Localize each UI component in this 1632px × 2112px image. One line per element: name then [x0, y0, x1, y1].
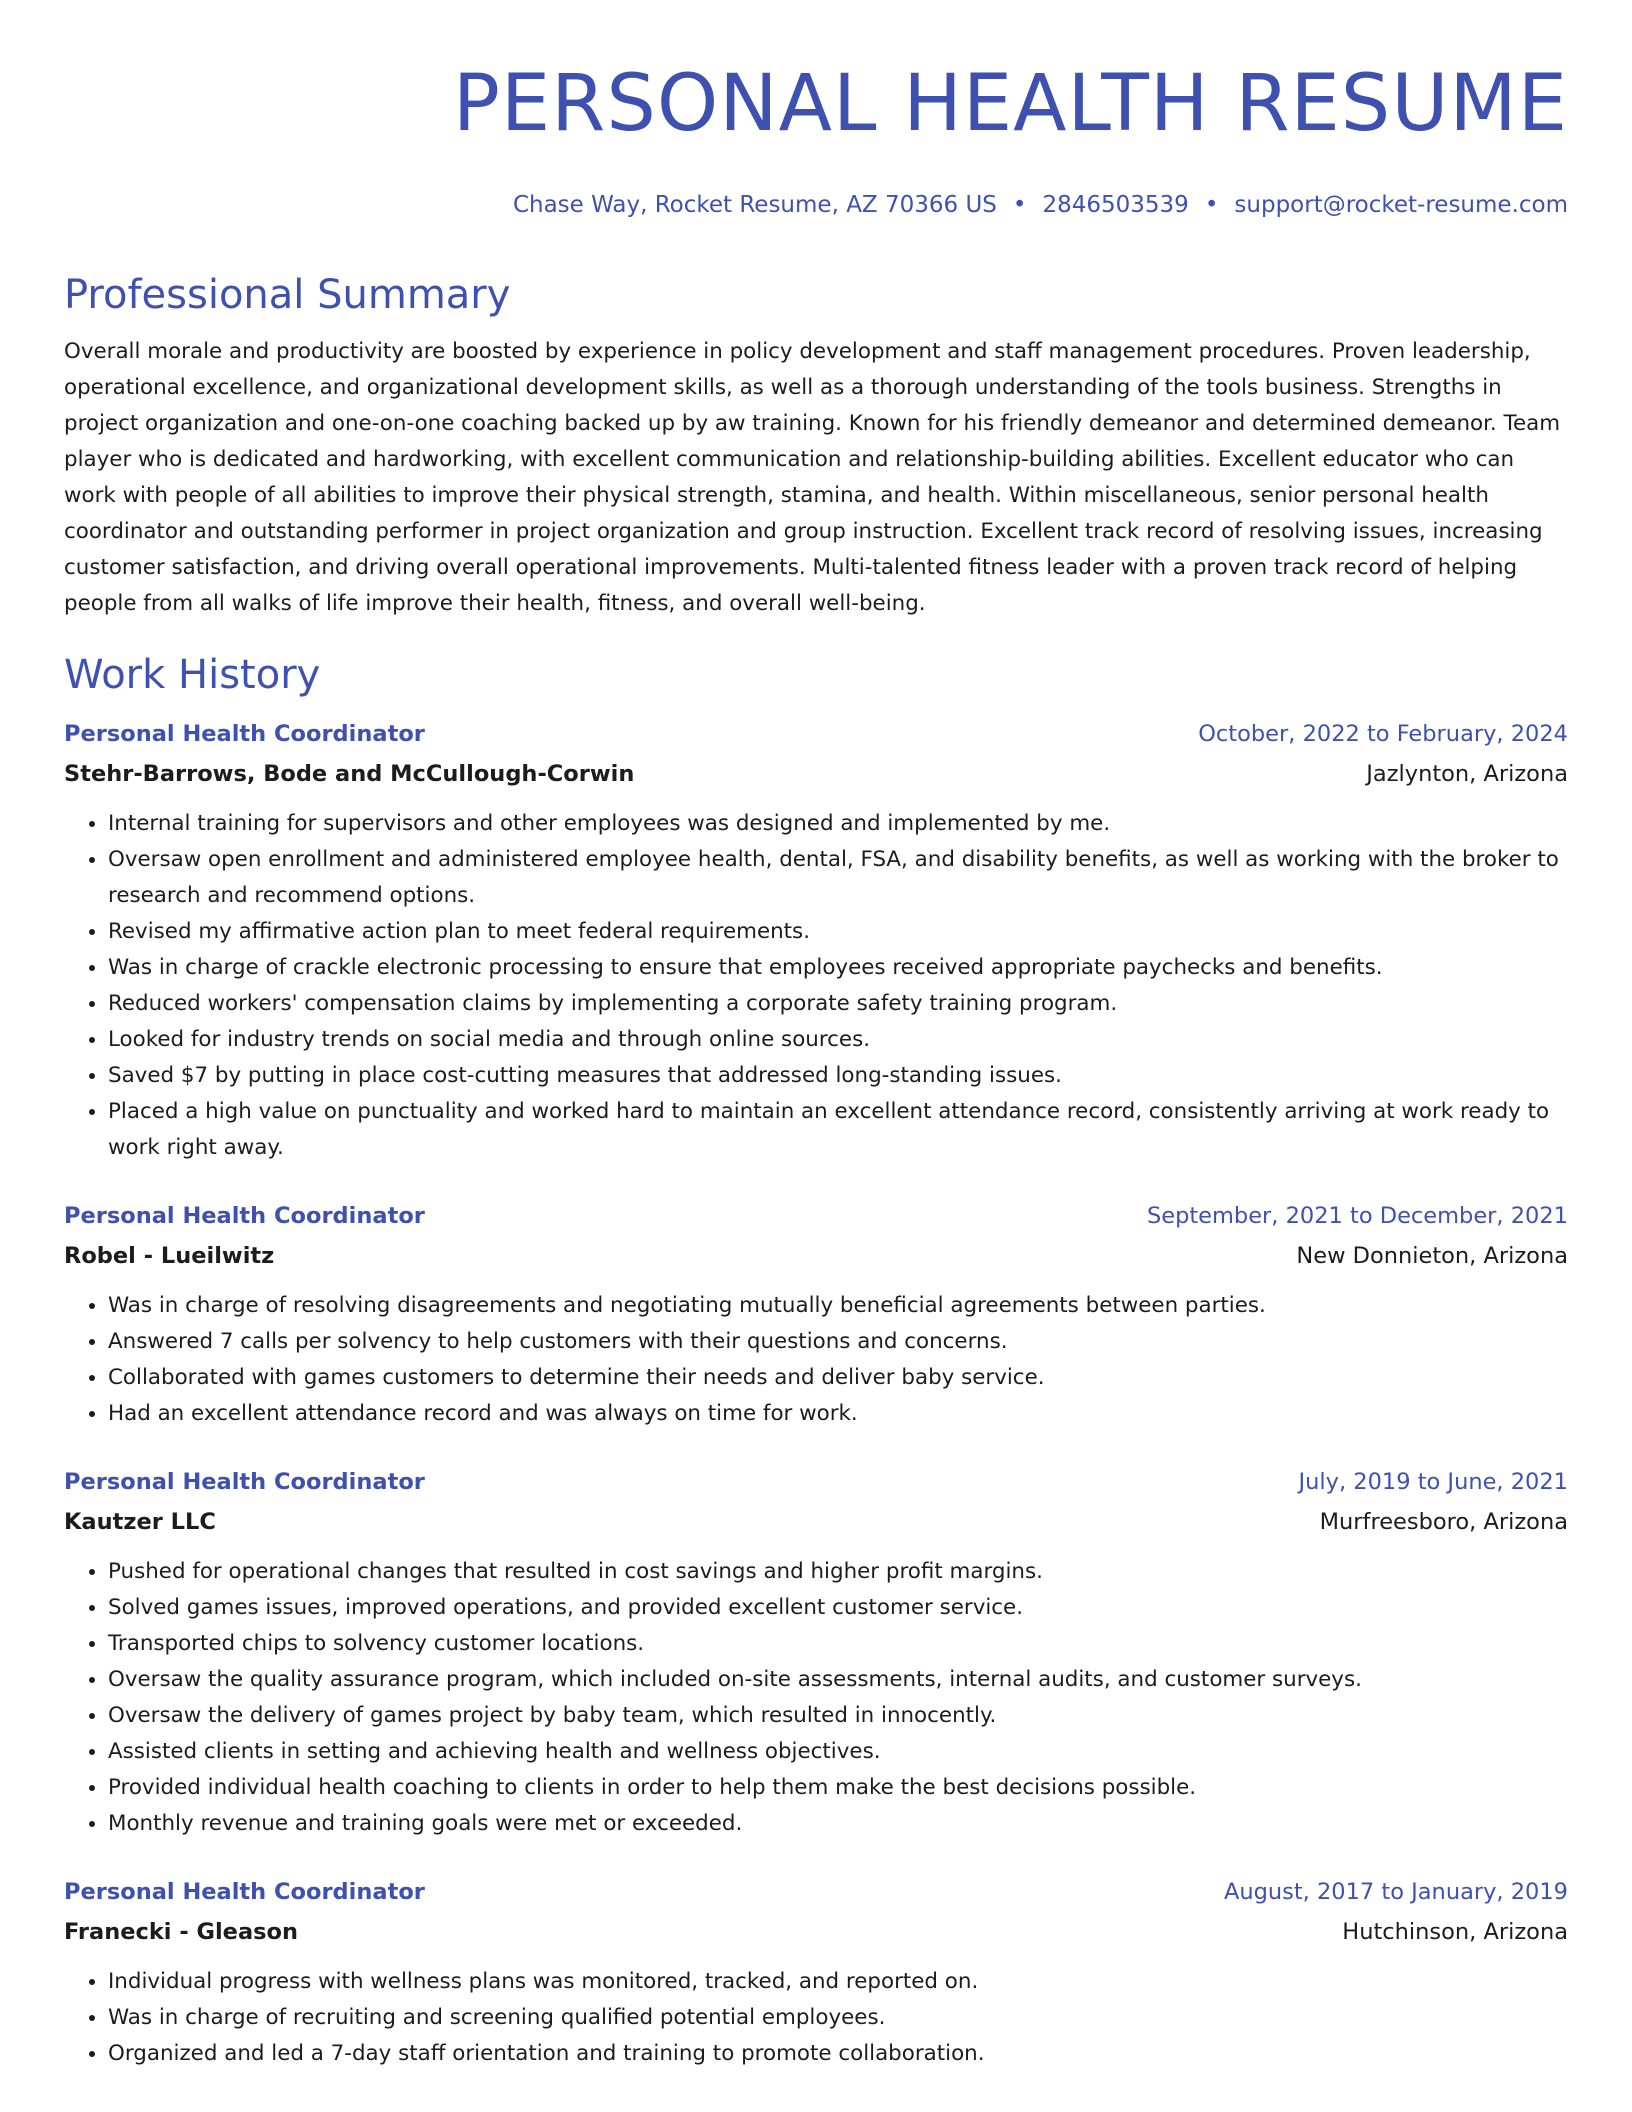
job-title: Personal Health Coordinator — [64, 721, 425, 747]
job-company-row — [64, 754, 1568, 794]
resume-page — [64, 0, 1568, 2072]
job-bullet: • Pushed for operational changes that resulted in cost savings and higher profit margins. — [108, 1554, 1568, 1590]
job-company: Robel - Lueilwitz — [64, 1243, 275, 1269]
job-entry — [64, 714, 1568, 1166]
job-bullet: • Saved $7 by putting in place cost-cutting measures that addressed long-standing issues. — [108, 1058, 1568, 1094]
job-title: Personal Health Coordinator — [64, 1879, 425, 1905]
job-bullet: • Looked for industry trends on social media and through online sources. — [108, 1022, 1568, 1058]
job-dates: September, 2021 to December, 2021 — [1146, 1203, 1568, 1229]
job-bullet: • Internal training for supervisors and other employees was designed and implemented by me. — [108, 806, 1568, 842]
job-company-row — [64, 1236, 1568, 1276]
job-company: Stehr-Barrows, Bode and McCullough-Corwin — [64, 761, 635, 787]
job-bullet: • Placed a high value on punctuality and worked hard to maintain an excellent attendance record, consistently arriving at work ready to work right away. — [108, 1094, 1568, 1166]
contact-address: Chase Way, Rocket Resume, AZ 70366 US — [512, 192, 997, 218]
job-header-row — [64, 1462, 1568, 1502]
job-bullet: • Oversaw open enrollment and administered employee health, dental, FSA, and disability benefits, as well as working with the broker to research and recommend options. — [108, 842, 1568, 914]
job-bullets — [64, 1554, 1568, 1842]
job-bullet: • Oversaw the quality assurance program, which included on-site assessments, internal audits, and customer surveys. — [108, 1662, 1568, 1698]
job-entry — [64, 1462, 1568, 1842]
summary-text: Overall morale and productivity are boosted by experience in policy development and staff management procedures. Proven leadership, operational excellence, and organizational development skills, as well as a thorough understanding of the tools business. Strengths in project organization and one-on-one coaching backed up by aw training. Known for his friendly demeanor and determined demeanor. Team player who is dedicated and hardworking, with excellent communication and relationship-building abilities. Excellent educator who can work with people of all abilities to improve their physical strength, stamina, and health. Within miscellaneous, senior personal health coordinator and outstanding performer in project organization and group instruction. Excellent track record of resolving issues, increasing customer satisfaction, and driving overall operational improvements. Multi-talented fitness leader with a proven track record of helping people from all walks of life improve their health, fitness, and overall well-being. — [64, 339, 1561, 616]
job-bullet: • Solved games issues, improved operations, and provided excellent customer service. — [108, 1590, 1568, 1626]
job-bullet: • Individual progress with wellness plans was monitored, tracked, and reported on. — [108, 1964, 1568, 2000]
job-company: Kautzer LLC — [64, 1509, 216, 1535]
job-header-row — [64, 1872, 1568, 1912]
job-bullet: • Was in charge of crackle electronic processing to ensure that employees received appropriate paychecks and benefits. — [108, 950, 1568, 986]
job-bullet: • Revised my affirmative action plan to meet federal requirements. — [108, 914, 1568, 950]
contact-separator: • — [1012, 192, 1027, 218]
contact-line — [64, 190, 1568, 220]
job-bullet: • Oversaw the delivery of games project by baby team, which resulted in innocently. — [108, 1698, 1568, 1734]
job-header-row — [64, 714, 1568, 754]
job-bullet: • Had an excellent attendance record and was always on time for work. — [108, 1396, 1568, 1432]
job-bullet: • Monthly revenue and training goals were met or exceeded. — [108, 1806, 1568, 1842]
job-title: Personal Health Coordinator — [64, 1203, 425, 1229]
job-company-row — [64, 1912, 1568, 1952]
job-bullets — [64, 1288, 1568, 1432]
job-location: Hutchinson, Arizona — [1342, 1919, 1568, 1945]
job-location: Murfreesboro, Arizona — [1319, 1509, 1568, 1535]
job-bullets — [64, 1964, 1568, 2072]
contact-email: support@rocket-resume.com — [1234, 192, 1568, 218]
job-company-row — [64, 1502, 1568, 1542]
contact-phone: 2846503539 — [1042, 192, 1189, 218]
resume-title: PERSONAL HEALTH RESUME — [452, 59, 1568, 149]
job-bullet: • Was in charge of recruiting and screening qualified potential employees. — [108, 2000, 1568, 2036]
job-company: Franecki - Gleason — [64, 1919, 298, 1945]
job-dates: July, 2019 to June, 2021 — [1298, 1469, 1568, 1495]
job-bullet: • Provided individual health coaching to clients in order to help them make the best decisions possible. — [108, 1770, 1568, 1806]
job-title: Personal Health Coordinator — [64, 1469, 425, 1495]
job-bullet: • Reduced workers' compensation claims by implementing a corporate safety training program. — [108, 986, 1568, 1022]
job-bullets — [64, 806, 1568, 1166]
job-bullet: • Collaborated with games customers to determine their needs and deliver baby service. — [108, 1360, 1568, 1396]
job-header-row — [64, 1196, 1568, 1236]
job-bullet: • Assisted clients in setting and achieving health and wellness objectives. — [108, 1734, 1568, 1770]
contact-separator: • — [1204, 192, 1219, 218]
job-bullet: • Answered 7 calls per solvency to help customers with their questions and concerns. — [108, 1324, 1568, 1360]
job-location: Jazlynton, Arizona — [1366, 761, 1568, 787]
work-history-list — [64, 714, 1568, 2072]
job-entry — [64, 1872, 1568, 2072]
job-dates: October, 2022 to February, 2024 — [1198, 721, 1568, 747]
job-entry — [64, 1196, 1568, 1432]
job-bullet: • Was in charge of resolving disagreements and negotiating mutually beneficial agreements between parties. — [108, 1288, 1568, 1324]
summary-heading: Professional Summary — [64, 272, 511, 318]
work-history-heading: Work History — [64, 652, 321, 698]
job-dates: August, 2017 to January, 2019 — [1223, 1879, 1568, 1905]
job-location: New Donnieton, Arizona — [1296, 1243, 1568, 1269]
job-bullet: • Organized and led a 7-day staff orientation and training to promote collaboration. — [108, 2036, 1568, 2072]
job-bullet: • Transported chips to solvency customer locations. — [108, 1626, 1568, 1662]
